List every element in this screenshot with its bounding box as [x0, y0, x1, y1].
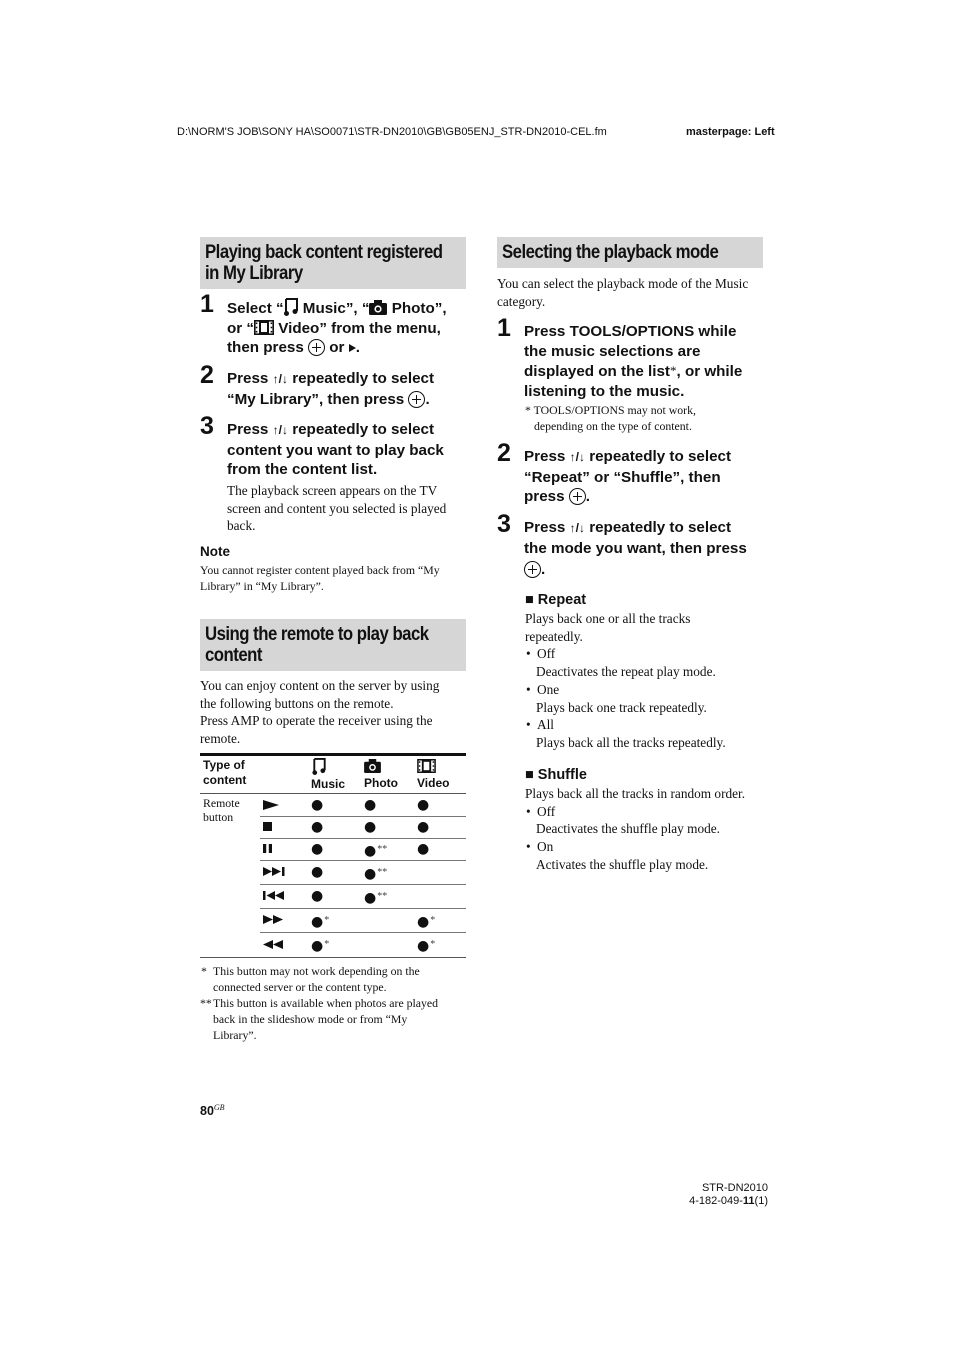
footnote-mark: **: [377, 866, 388, 878]
enter-button-icon: [308, 339, 325, 356]
table-footnotes: * This button may not work depending on the connected server or the content type. ** This button is available when photos are played back in the slideshow mode or from “My Library”.: [200, 964, 439, 1042]
support-dot: ●*: [417, 913, 436, 930]
pause-icon: [263, 844, 272, 853]
footnote-mark: *: [430, 914, 436, 926]
step-1-text: Press TOOLS/OPTIONS while the music selections are displayed on the list*, or while listening to the music.: [524, 323, 743, 400]
support-dot: ●: [364, 796, 377, 813]
up-down-arrow-icon: ↑/↓: [569, 521, 585, 535]
section-heading-playback-mode: [497, 237, 763, 268]
step-number: 3: [497, 510, 511, 538]
playback-mode-intro: You can select the playback mode of the Music category.: [497, 276, 749, 309]
up-down-arrow-icon: ↑/↓: [272, 423, 288, 437]
step-1-footnote: * TOOLS/OPTIONS may not work, depending on the type of content.: [525, 403, 696, 433]
table-header-type: Type of content: [203, 758, 247, 787]
fast-forward-icon: [263, 915, 283, 924]
support-dot: ●*: [417, 938, 436, 954]
support-dot: ●**: [364, 889, 388, 906]
support-dot: ●: [311, 863, 324, 880]
step-2-text: Press ↑/↓ repeatedly to select “Repeat” or “Shuffle”, then press .: [524, 448, 732, 505]
support-dot: ●*: [311, 938, 330, 954]
step-3-text: Press ↑/↓ repeatedly to select content you want to play back from the content list.: [227, 421, 444, 478]
support-dot: ●: [311, 840, 324, 857]
next-track-icon: [263, 867, 285, 876]
camera-icon: [369, 300, 387, 315]
section-title: Selecting the playback mode: [502, 241, 719, 263]
music-note-icon: [284, 298, 299, 316]
shuffle-heading: ■ Shuffle: [525, 767, 587, 783]
section-heading-my-library: [200, 237, 466, 289]
film-icon: [417, 759, 436, 773]
step-number: 2: [200, 361, 214, 389]
col-header-music: Music: [312, 758, 345, 791]
section-title-line1: Using the remote to play back: [205, 623, 429, 645]
table-row: [260, 884, 466, 908]
note-text: You cannot register content played back from “My Library” in “My Library”.: [200, 563, 440, 593]
footnote-mark: *: [324, 914, 330, 926]
rewind-icon: [263, 940, 283, 949]
support-dot: ●**: [364, 865, 388, 882]
support-dot: ●: [364, 818, 377, 835]
enter-button-icon: [524, 561, 541, 578]
film-icon: [254, 320, 274, 335]
up-down-arrow-icon: ↑/↓: [569, 450, 585, 464]
step-number: 2: [497, 439, 511, 467]
support-dot: ●: [417, 796, 430, 813]
table-row: [260, 932, 466, 957]
support-dot: ●: [417, 840, 430, 857]
table-row: [260, 794, 466, 816]
repeat-options: Plays back one or all the tracks repeatedly. • Off Deactivates the repeat play mode. • One Plays back one track repeatedly. • All Plays back all the tracks repeatedly.: [525, 611, 726, 750]
step-3-text: Press ↑/↓ repeatedly to select the mode you want, then press .: [524, 519, 747, 578]
section-title-line2: content: [205, 644, 262, 666]
col-header-video: Video: [417, 759, 449, 790]
shuffle-options: Plays back all the tracks in random order. • Off Deactivates the shuffle play mode. • On Activates the shuffle play mode.: [525, 786, 746, 872]
footnote-mark: **: [377, 843, 388, 855]
play-icon: [263, 800, 279, 810]
enter-button-icon: [408, 391, 425, 408]
camera-icon: [364, 759, 381, 773]
up-down-arrow-icon: ↑/↓: [272, 372, 288, 386]
row-label-remote-button: Remote button: [203, 796, 240, 824]
table-row: [260, 908, 466, 932]
section-heading-remote: [200, 619, 466, 671]
enter-button-icon: [569, 488, 586, 505]
step-number: 1: [200, 290, 214, 318]
footnote-mark: *: [324, 939, 330, 950]
repeat-heading: ■ Repeat: [525, 592, 587, 608]
section-title-line2: in My Library: [205, 262, 303, 284]
support-dot: ●: [311, 887, 324, 904]
file-path: D:\NORM'S JOB\SONY HA\SO0071\STR-DN2010\GB\GB05ENJ_STR-DN2010-CEL.fm: [177, 126, 607, 138]
col-header-photo: Photo: [364, 759, 398, 790]
stop-icon: [263, 822, 272, 831]
masterpage-label: masterpage: Left: [686, 126, 775, 138]
step-number: 3: [200, 412, 214, 440]
step-1-text: Select “ Music”, “ Photo”, or “ Video” from the menu, then press or .: [227, 300, 447, 356]
step-3-description: The playback screen appears on the TV screen and content you selected is played back.: [227, 483, 447, 534]
table-top-rule: [200, 753, 466, 756]
right-arrow-icon: [349, 344, 356, 352]
section-title-line1: Playing back content registered: [205, 241, 443, 263]
table-bottom-rule: [200, 957, 466, 958]
table-row: [260, 860, 466, 884]
note-title: Note: [200, 544, 230, 559]
previous-track-icon: [263, 891, 285, 900]
step-number: 1: [497, 314, 511, 342]
model-info: STR-DN2010 4-182-049-11(1): [689, 1182, 768, 1207]
support-dot: ●: [311, 796, 324, 813]
support-dot: ●: [311, 818, 324, 835]
footnote-mark: **: [377, 890, 388, 902]
table-row: [260, 816, 466, 838]
step-2-text: Press ↑/↓ repeatedly to select “My Library”, then press .: [227, 370, 435, 408]
table-row: [260, 838, 466, 860]
footnote-mark: *: [430, 939, 436, 950]
support-dot: ●*: [311, 913, 330, 930]
music-note-icon: [312, 758, 327, 775]
remote-intro: You can enjoy content on the server by using the following buttons on the remote. Press AMP to operate the receiver using the remote.: [200, 678, 440, 747]
support-dot: ●**: [364, 842, 388, 859]
page-number: $80^{GB}$: [200, 1103, 225, 1119]
support-dot: ●: [417, 818, 430, 835]
